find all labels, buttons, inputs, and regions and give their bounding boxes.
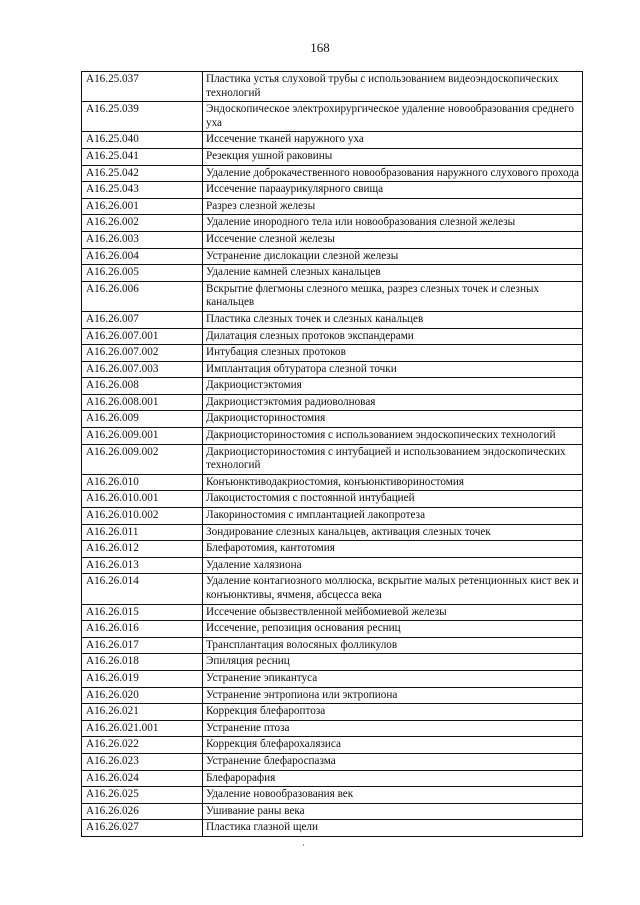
procedure-code: A16.26.024 [82, 770, 203, 787]
table-row [82, 474, 583, 491]
procedure-codes-table [81, 71, 583, 837]
procedure-name: Пластика устья слуховой трубы с использованием видеоэндоскопических технологий [203, 72, 583, 102]
table-row [82, 378, 583, 395]
procedure-name: Лакоцистостомия с постоянной интубацией [203, 491, 583, 508]
table-row [82, 72, 583, 102]
procedure-code: A16.26.003 [82, 231, 203, 248]
procedure-code: A16.26.016 [82, 621, 203, 638]
table-row [82, 281, 583, 311]
procedure-name: Пластика слезных точек и слезных канальцев [203, 311, 583, 328]
procedure-name: Разрез слезной железы [203, 198, 583, 215]
procedure-name: Удаление доброкачественного новообразования наружного слухового прохода [203, 165, 583, 182]
procedure-code: A16.26.007.002 [82, 345, 203, 362]
procedure-name: Резекция ушной раковины [203, 148, 583, 165]
procedure-code: A16.25.039 [82, 102, 203, 132]
procedure-name: Удаление новообразования век [203, 787, 583, 804]
table-row [82, 574, 583, 604]
procedure-code: A16.26.008 [82, 378, 203, 395]
procedure-code: A16.26.007.003 [82, 361, 203, 378]
procedure-code: A16.26.022 [82, 737, 203, 754]
procedure-name: Устранение эпикантуса [203, 670, 583, 687]
table-row [82, 737, 583, 754]
table-row [82, 820, 583, 837]
table-row [82, 444, 583, 474]
table-row [82, 132, 583, 149]
procedure-name: Дакриоцисториностомия [203, 411, 583, 428]
procedure-code: A16.26.019 [82, 670, 203, 687]
table-row [82, 311, 583, 328]
table-row [82, 637, 583, 654]
procedure-name: Устранение энтропиона или эктропиона [203, 687, 583, 704]
procedure-name: Конъюнктиводакриостомия, конъюнктивориностомия [203, 474, 583, 491]
procedure-name: Ушивание раны века [203, 803, 583, 820]
table-row [82, 720, 583, 737]
procedure-code: A16.26.014 [82, 574, 203, 604]
table-row [82, 787, 583, 804]
table-row [82, 394, 583, 411]
table-body [82, 72, 583, 837]
procedure-code: A16.26.002 [82, 215, 203, 232]
procedure-name: Пластика глазной щели [203, 820, 583, 837]
procedure-code: A16.26.013 [82, 557, 203, 574]
procedure-name: Дакриоцистэктомия радиоволновая [203, 394, 583, 411]
procedure-name: Блефаротомия, кантотомия [203, 541, 583, 558]
procedure-code: A16.26.026 [82, 803, 203, 820]
procedure-name: Дакриоцистэктомия [203, 378, 583, 395]
table-row [82, 541, 583, 558]
table-row [82, 670, 583, 687]
procedure-code: A16.26.011 [82, 524, 203, 541]
table-row [82, 491, 583, 508]
table-row [82, 621, 583, 638]
procedure-name: Эпиляция ресниц [203, 654, 583, 671]
table-row [82, 654, 583, 671]
table-row [82, 753, 583, 770]
procedure-code: A16.26.007 [82, 311, 203, 328]
procedure-name: Вскрытие флегмоны слезного мешка, разрез слезных точек и слезных канальцев [203, 281, 583, 311]
table-row [82, 345, 583, 362]
table-row [82, 328, 583, 345]
procedure-code: A16.26.009.002 [82, 444, 203, 474]
procedure-name: Иссечение слезной железы [203, 231, 583, 248]
scan-mark: · [302, 840, 305, 850]
procedure-name: Удаление инородного тела или новообразования слезной железы [203, 215, 583, 232]
procedure-name: Коррекция блефароптоза [203, 704, 583, 721]
table-row [82, 508, 583, 525]
table-row [82, 428, 583, 445]
procedure-name: Иссечение обызвествленной мейбомиевой железы [203, 604, 583, 621]
procedure-code: A16.25.043 [82, 182, 203, 199]
procedure-code: A16.26.008.001 [82, 394, 203, 411]
procedure-code: A16.26.009 [82, 411, 203, 428]
table-row [82, 687, 583, 704]
procedure-name: Удаление контагиозного моллюска, вскрытие малых ретенционных кист век и конъюнктивы, ячменя, абсцесса века [203, 574, 583, 604]
procedure-name: Устранение блефароспазма [203, 753, 583, 770]
procedure-name: Удаление камней слезных канальцев [203, 265, 583, 282]
procedure-code: A16.26.007.001 [82, 328, 203, 345]
procedure-code: A16.26.010.001 [82, 491, 203, 508]
procedure-name: Зондирование слезных канальцев, активация слезных точек [203, 524, 583, 541]
procedure-name: Трансплантация волосяных фолликулов [203, 637, 583, 654]
procedure-code: A16.26.021 [82, 704, 203, 721]
procedure-name: Имплантация обтуратора слезной точки [203, 361, 583, 378]
table-row [82, 604, 583, 621]
table-row [82, 165, 583, 182]
table-row [82, 265, 583, 282]
procedure-code: A16.26.021.001 [82, 720, 203, 737]
table-row [82, 411, 583, 428]
procedure-code: A16.26.020 [82, 687, 203, 704]
procedure-name: Лакориностомия с имплантацией лакопротеза [203, 508, 583, 525]
table-row [82, 231, 583, 248]
procedure-code: A16.26.006 [82, 281, 203, 311]
procedure-name: Эндоскопическое электрохирургическое удаление новообразования среднего уха [203, 102, 583, 132]
table-row [82, 704, 583, 721]
procedure-code: A16.25.041 [82, 148, 203, 165]
table-row [82, 557, 583, 574]
table-row [82, 215, 583, 232]
procedure-name: Удаление халязиона [203, 557, 583, 574]
procedure-code: A16.26.004 [82, 248, 203, 265]
table-row [82, 198, 583, 215]
procedure-name: Иссечение тканей наружного уха [203, 132, 583, 149]
procedure-name: Устранение дислокации слезной железы [203, 248, 583, 265]
procedure-name: Дилатация слезных протоков экспандерами [203, 328, 583, 345]
procedure-name: Иссечение парааурикулярного свища [203, 182, 583, 199]
procedure-name: Дакриоцисториностомия с использованием эндоскопических технологий [203, 428, 583, 445]
page-number: 168 [310, 40, 330, 55]
procedure-code: A16.26.015 [82, 604, 203, 621]
procedure-code: A16.26.017 [82, 637, 203, 654]
procedure-name: Иссечение, репозиция основания ресниц [203, 621, 583, 638]
procedure-name: Дакриоцисториностомия с интубацией и использованием эндоскопических технологий [203, 444, 583, 474]
procedure-code: A16.26.009.001 [82, 428, 203, 445]
procedure-name: Интубация слезных протоков [203, 345, 583, 362]
procedure-name: Блефарорафия [203, 770, 583, 787]
procedure-code: A16.25.042 [82, 165, 203, 182]
table-row [82, 102, 583, 132]
table-row [82, 361, 583, 378]
procedure-code: A16.26.005 [82, 265, 203, 282]
table-row [82, 803, 583, 820]
table-row [82, 182, 583, 199]
procedure-code: A16.25.037 [82, 72, 203, 102]
procedure-code: A16.26.012 [82, 541, 203, 558]
procedure-code: A16.26.010.002 [82, 508, 203, 525]
procedure-code: A16.26.023 [82, 753, 203, 770]
procedure-code: A16.26.010 [82, 474, 203, 491]
procedure-code: A16.26.027 [82, 820, 203, 837]
table-row [82, 148, 583, 165]
procedure-code: A16.26.018 [82, 654, 203, 671]
procedure-code: A16.26.025 [82, 787, 203, 804]
procedure-name: Устранение птоза [203, 720, 583, 737]
procedure-code: A16.25.040 [82, 132, 203, 149]
table-row [82, 770, 583, 787]
table-row [82, 524, 583, 541]
procedure-code: A16.26.001 [82, 198, 203, 215]
table-row [82, 248, 583, 265]
procedure-name: Коррекция блефарохалязиса [203, 737, 583, 754]
